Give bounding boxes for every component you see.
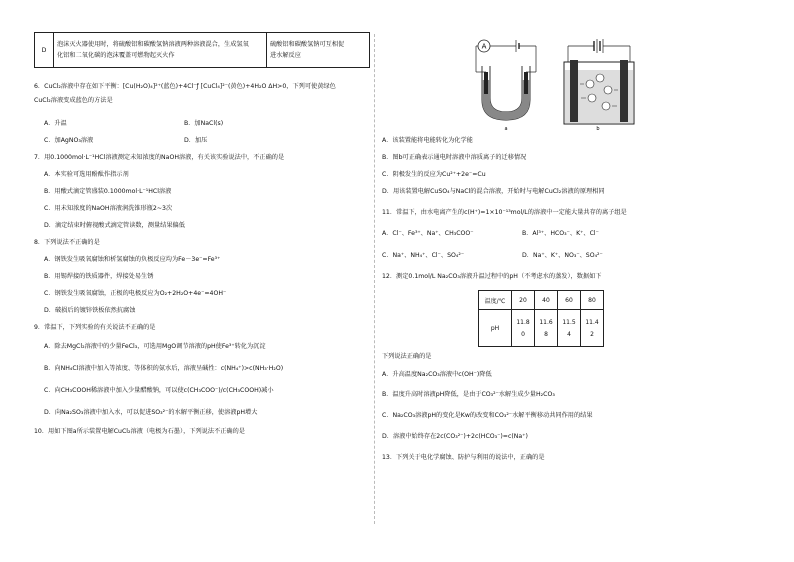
- question-9: 9．常温下，下列实验的有关说法不正确的是: [34, 324, 156, 331]
- option-d-table: [34, 32, 370, 68]
- question-12: 12．测定0.1mol/L Na₂CO₃溶液升温过程中的pH（不考虑水的蒸发），数据如下: [382, 273, 602, 280]
- q12-stem: 下列说法正确的是: [382, 353, 432, 360]
- q12-option-c: C．Na₂CO₃溶液pH的变化是Kw的改变和CO₃²⁻水解平衡移动共同作用的结果: [382, 412, 593, 419]
- column-divider: [374, 34, 375, 524]
- q9-option-c: C．向CH₃COOH稀溶液中加入少量醋酸钠，可以使c(CH₃COO⁻)/c(CH₃COOH)减小: [44, 387, 274, 394]
- ph-20-b: 0: [521, 330, 525, 338]
- q7-option-d: D．滴定结束时俯视酸式滴定管读数，测量结果偏低: [44, 222, 185, 229]
- q11-option-b: B．Al³⁺、HCO₃⁻、K⁺、Cl⁻: [522, 230, 599, 237]
- q8-option-b: B．用锡焊接的铁质器件，焊接处易生锈: [44, 273, 154, 280]
- q8-option-c: C．钢铁发生吸氧腐蚀，正极的电极反应为O₂+2H₂O+4e⁻=4OH⁻: [44, 290, 227, 297]
- q10-option-d: D．用该装置电解CuSO₄与NaCl的混合溶液，开始时与电解CuCl₂溶液的原理相同: [382, 188, 605, 195]
- q7-option-a: A．本实验可选用酚酞作指示剂: [44, 171, 129, 178]
- q12-option-d: D．溶液中始终存在2c(CO₃²⁻)+2c(HCO₃⁻)=c(Na⁺): [382, 433, 528, 440]
- ph-60-a: 11.5: [562, 318, 576, 326]
- electrolysis-figures: [468, 32, 648, 132]
- ph-80-a: 11.4: [585, 318, 599, 326]
- question-7: 7．用0.1000mol·L⁻¹HCl溶液测定未知浓度的NaOH溶液，有关该实验说法中，不正确的是: [34, 154, 285, 161]
- figure-a-u-tube: [476, 40, 536, 132]
- q9-option-b: B．向NH₄Cl溶液中加入等浓度、等体积的氨水后，溶液呈碱性：c(NH₄⁺)>c(NH₃·H₂O): [44, 365, 284, 372]
- table-d-label: D: [35, 33, 54, 68]
- question-10: 10．用如下图a所示装置电解CuCl₂溶液（电极为石墨），下列说法不正确的是: [34, 428, 245, 435]
- q7-option-c: C．用未知浓度的NaOH溶液润洗锥形瓶2~3次: [44, 205, 173, 212]
- q8-option-d: D．破损后的镀锌铁板依然抗腐蚀: [44, 307, 136, 314]
- q10-option-b: B．图b可正确表示通电时溶液中溶质离子的迁移情况: [382, 154, 527, 161]
- q12-option-b: B．温度升高时溶液pH降低，是由于CO₃²⁻水解生成少量H₂CO₃: [382, 391, 555, 398]
- q6-option-a: A．升温: [44, 120, 67, 127]
- figure-b-beaker: [564, 39, 634, 132]
- q8-option-a: A．钢铁发生吸氧腐蚀和析氢腐蚀的负极反应均为Fe－3e⁻=Fe³⁺: [44, 256, 221, 263]
- q9-option-d: D．向Na₂SO₃溶液中加入水，可以促进SO₃²⁻的水解平衡正移，使溶液pH增大: [44, 409, 258, 416]
- figure-b-label: b: [596, 126, 600, 132]
- ph-row-label: pH: [479, 310, 512, 347]
- q6-option-b: B．加NaCl(s): [184, 120, 224, 127]
- ph-data-table: [478, 290, 604, 347]
- temp-40: 40: [535, 291, 558, 310]
- table-d-content-1: 泡沫灭火器使用时，将硫酸铝和碳酸氢钠溶液两种溶液混合，生成氢氧: [57, 41, 249, 48]
- q6-option-d: D．加压: [184, 137, 208, 144]
- q6-option-c: C．加AgNO₃溶液: [44, 137, 94, 144]
- svg-text:A: A: [481, 42, 487, 51]
- q9-option-a: A．除去MgCl₂溶液中的少量FeCl₃，可选用MgO调节溶液的pH使Fe³⁺转化为沉淀: [44, 343, 266, 350]
- q12-option-a: A．升高温度Na₂CO₃溶液中c(OH⁻)降低: [382, 371, 492, 378]
- temp-20: 20: [512, 291, 535, 310]
- ph-20-a: 11.8: [516, 318, 530, 326]
- temp-60: 60: [558, 291, 581, 310]
- q10-option-a: A．该装置能将电能转化为化学能: [382, 137, 473, 144]
- temp-80: 80: [581, 291, 604, 310]
- question-11: 11．常温下，由水电离产生的c(H⁺)=1×10⁻¹³mol/L的溶液中一定能大量共存的离子组是: [382, 209, 627, 216]
- table-d-content-2: 化铝和二氧化碳的泡沫覆盖可燃物起灭火作: [57, 52, 175, 59]
- table-d-explain-1: 硫酸铝和碳酸氢钠可互相促: [270, 41, 345, 48]
- table-d-explain-2: 进水解反应: [270, 52, 301, 59]
- q10-option-c: C．阴极发生的反应为Cu²⁺+2e⁻=Cu: [382, 171, 486, 178]
- q11-option-c: C．Na⁺、NH₄⁺、Cl⁻、SO₄²⁻: [382, 252, 465, 259]
- q11-option-a: A．Cl⁻、Fe³⁺、Na⁺、CH₃COO⁻: [382, 230, 474, 237]
- ph-60-b: 4: [567, 330, 571, 338]
- q7-option-b: B．用酸式滴定管盛装0.1000mol·L⁻¹HCl溶液: [44, 188, 172, 195]
- ph-80-b: 2: [590, 330, 594, 338]
- figure-a-label: a: [504, 126, 508, 132]
- question-6: 6．CuCl₂溶液中存在如下平衡：[Cu(H₂O)₄]²⁺(蓝色)+4Cl⁻ƒ [CuCl₄]²⁻(黄色)+4H₂O ΔH>0，下列可使黄绿色: [34, 83, 336, 90]
- question-13: 13．下列关于电化学腐蚀、防护与利用的说法中，正确的是: [382, 454, 545, 461]
- ph-40-a: 11.6: [539, 318, 553, 326]
- question-6-stem2: CuCl₂溶液变成蓝色的方法是: [34, 97, 113, 104]
- q11-option-d: D．Na⁺、K⁺、NO₃⁻、SO₄²⁻: [522, 252, 603, 259]
- ph-40-b: 8: [544, 330, 548, 338]
- question-8: 8．下列说法不正确的是: [34, 239, 100, 246]
- ph-table-head: 温度/℃: [479, 291, 512, 310]
